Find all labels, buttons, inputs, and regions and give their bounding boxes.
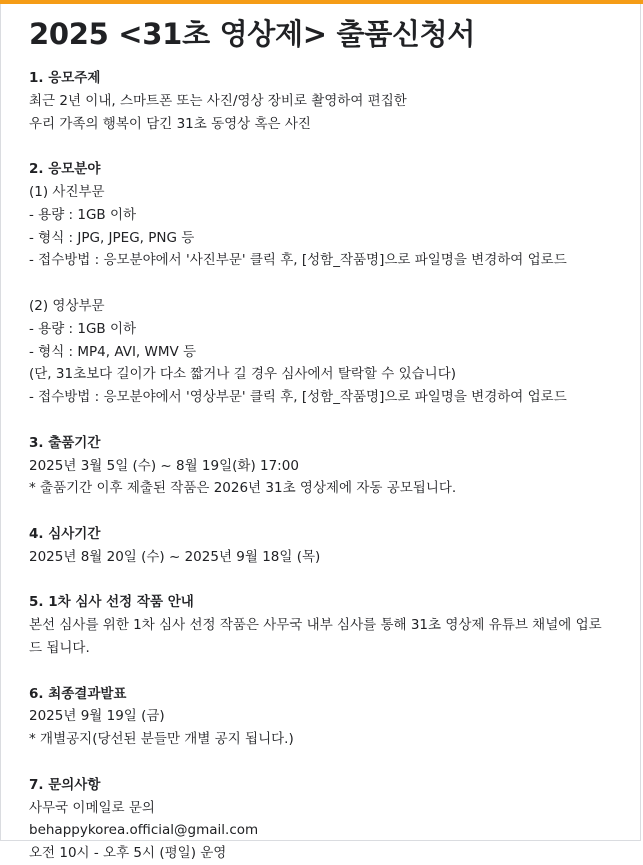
spacer <box>29 569 619 592</box>
description-line: (단, 31초보다 길이가 다소 짧거나 길 경우 심사에서 탈락할 수 있습니다) <box>29 366 457 383</box>
spacer <box>29 660 619 683</box>
section-review-period <box>29 523 619 569</box>
description-line: - 접수방법 : 응모분야에서 '영상부문' 클릭 후, [성함_작품명]으로 파일명을 변경하여 업로드 <box>29 389 567 406</box>
section-submission-period <box>29 432 619 500</box>
section-heading: 1. 응모주제 <box>29 70 101 86</box>
description-line: 드 됩니다. <box>29 639 90 656</box>
description-line: (1) 사진부문 <box>29 183 105 200</box>
description-line: 2025년 9월 19일 (금) <box>29 708 165 725</box>
description-line: 우리 가족의 행복이 담긴 31초 동영상 혹은 사진 <box>29 115 311 132</box>
spacer <box>29 751 619 774</box>
section-inquiries <box>29 774 619 865</box>
form-title: 2025 <31초 영상제> 출품신청서 <box>29 17 476 51</box>
description-line: - 형식 : JPG, JPEG, PNG 등 <box>29 229 195 246</box>
description-line: 2025년 3월 5일 (수) ~ 8월 19일(화) 17:00 <box>29 457 299 474</box>
section-heading: 6. 최종결과발표 <box>29 685 127 702</box>
contact-email: behappykorea.official@gmail.com <box>29 822 259 839</box>
description-line: (2) 영상부문 <box>29 297 105 314</box>
form-description <box>29 67 619 865</box>
section-heading: 2. 응모분야 <box>29 161 101 178</box>
description-line: - 용량 : 1GB 이하 <box>29 206 137 223</box>
description-line: 최근 2년 이내, 스마트폰 또는 사진/영상 장비로 촬영하여 편집한 <box>29 92 407 109</box>
description-line: 오전 10시 - 오후 5시 (평일) 운영 <box>29 845 227 862</box>
spacer <box>29 409 619 432</box>
spacer <box>29 272 619 295</box>
section-topic <box>29 67 619 135</box>
spacer <box>29 135 619 158</box>
section-first-round <box>29 591 619 659</box>
section-heading: 5. 1차 심사 선정 작품 안내 <box>29 594 194 611</box>
description-line: 본선 심사를 위한 1차 심사 선정 작품은 사무국 내부 심사를 통해 31초 영상제 유튜브 채널에 업로 <box>29 617 602 634</box>
form-header <box>29 14 619 865</box>
spacer <box>29 500 619 523</box>
description-line: - 접수방법 : 응모분야에서 '사진부문' 클릭 후, [성함_작품명]으로 파일명을 변경하여 업로드 <box>29 252 567 269</box>
section-categories <box>29 158 619 409</box>
description-line: - 형식 : MP4, AVI, WMV 등 <box>29 343 197 360</box>
description-line: 사무국 이메일로 문의 <box>29 799 155 816</box>
section-heading: 7. 문의사항 <box>29 776 101 793</box>
description-line: 2025년 8월 20일 (수) ~ 2025년 9월 18일 (목) <box>29 548 321 565</box>
section-heading: 3. 출품기간 <box>29 434 101 451</box>
description-line: - 용량 : 1GB 이하 <box>29 320 137 337</box>
section-final-results <box>29 683 619 751</box>
section-heading: 4. 심사기간 <box>29 525 101 542</box>
description-line: * 출품기간 이후 제출된 작품은 2026년 31초 영상제에 자동 공모됩니다. <box>29 480 457 497</box>
description-line: * 개별공지(당선된 분들만 개별 공지 됩니다.) <box>29 731 294 748</box>
form-top-accent-bar <box>0 0 643 4</box>
